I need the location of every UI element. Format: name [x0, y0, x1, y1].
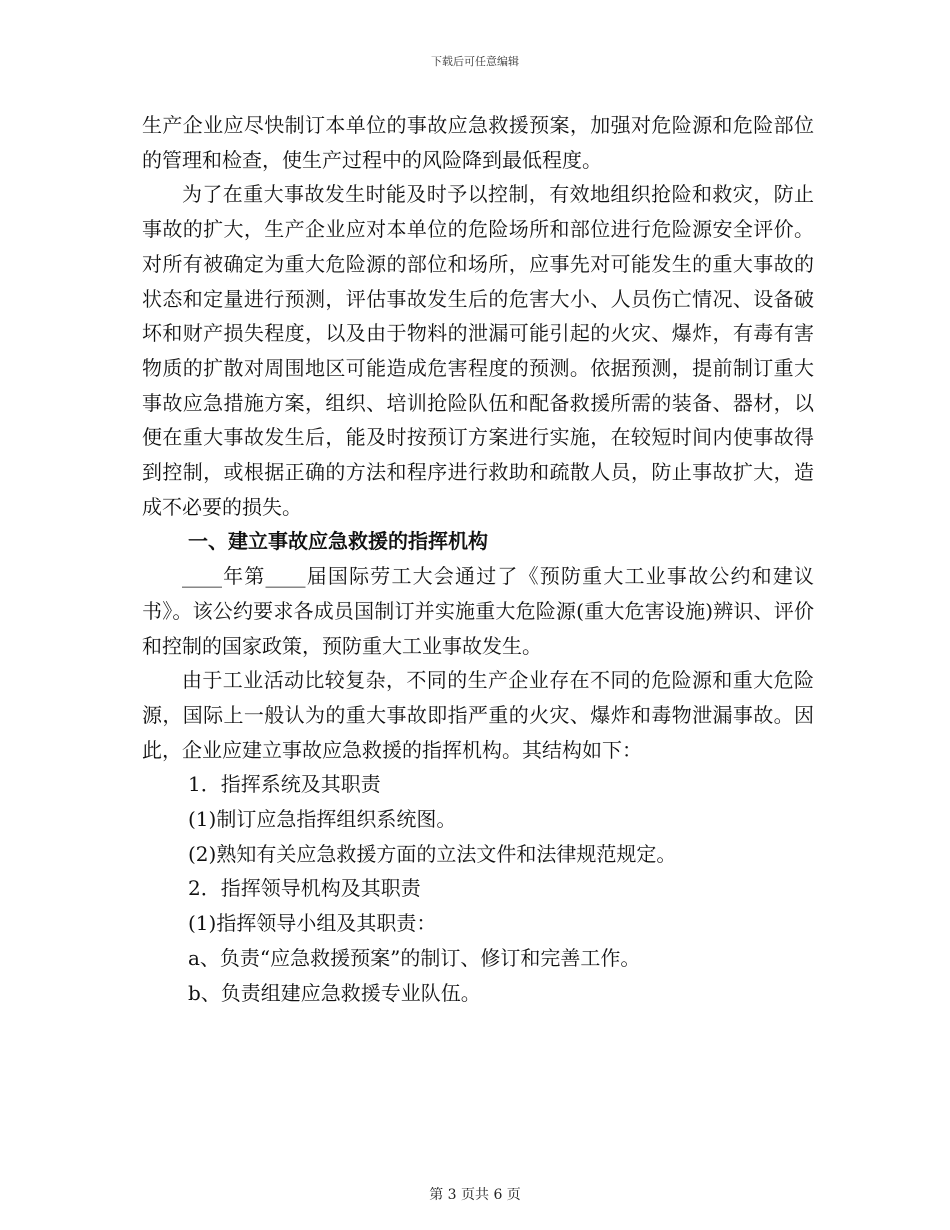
section-heading-command-organization: 一、建立事故应急救援的指挥机构 [188, 529, 488, 554]
paragraph-major-accidents: 由于工业活动比较复杂，不同的生产企业存在不同的危险源和重大危险源，国际上一般认为的重大事故即指严重的火灾、爆炸和毒物泄漏事故。因此，企业应建立事故应急救援的指挥机构。其结构如下： [142, 668, 814, 762]
list-item-leadership-group: (1)指挥领导小组及其职责： [188, 911, 437, 936]
page-header: 下载后可任意编辑 [431, 55, 519, 68]
paragraph-continuation: 生产企业应尽快制订本单位的事故应急救援预案，加强对危险源和危险部位的管理和检查，使生产过程中的风险降到最低程度。 [142, 113, 814, 172]
subheading-leadership: 2．指挥领导机构及其职责 [188, 876, 421, 901]
document-body [142, 108, 814, 1010]
list-item-b: b、负责组建应急救援专业队伍。 [188, 980, 481, 1005]
page-number-footer: 第 3 页共 6 页 [429, 1187, 521, 1203]
list-item-1: (1)制订应急指挥组织系统图。 [188, 807, 457, 832]
list-item-2: (2)熟知有关应急救援方面的立法文件和法律规范规定。 [188, 841, 677, 866]
subheading-command-system: 1．指挥系统及其职责 [188, 772, 381, 797]
paragraph-risk-assessment: 为了在重大事故发生时能及时予以控制，有效地组织抢险和救灾，防止事故的扩大，生产企业应对本单位的危险场所和部位进行危险源安全评价。对所有被确定为重大危险源的部位和场所，应事先对可能发生的重大事故的状态和定量进行预测，评估事故发生后的危害大小、人员伤亡情况、设备破坏和财产损失程度，以及由于物料的泄漏可能引起的火灾、爆炸，有毒有害物质的扩散对周围地区可能造成危害程度的预测。依据预测，提前制订重大事故应急措施方案，组织、培训抢险队伍和配备救援所需的装备、器材，以便在重大事故发生后，能及时按预订方案进行实施，在较短时间内使事故得到控制，或根据正确的方法和程序进行救助和疏散人员，防止事故扩大，造成不必要的损失。 [142, 182, 814, 519]
list-item-a: a、负责“应急救援预案”的制订、修订和完善工作。 [188, 945, 641, 970]
paragraph-ilo-convention: ____年第____届国际劳工大会通过了《预防重大工业事故公约和建议书》。该公约要求各成员国制订并实施重大危险源(重大危害设施)辨识、评价和控制的国家政策，预防重大工业事故发生。 [142, 564, 814, 658]
